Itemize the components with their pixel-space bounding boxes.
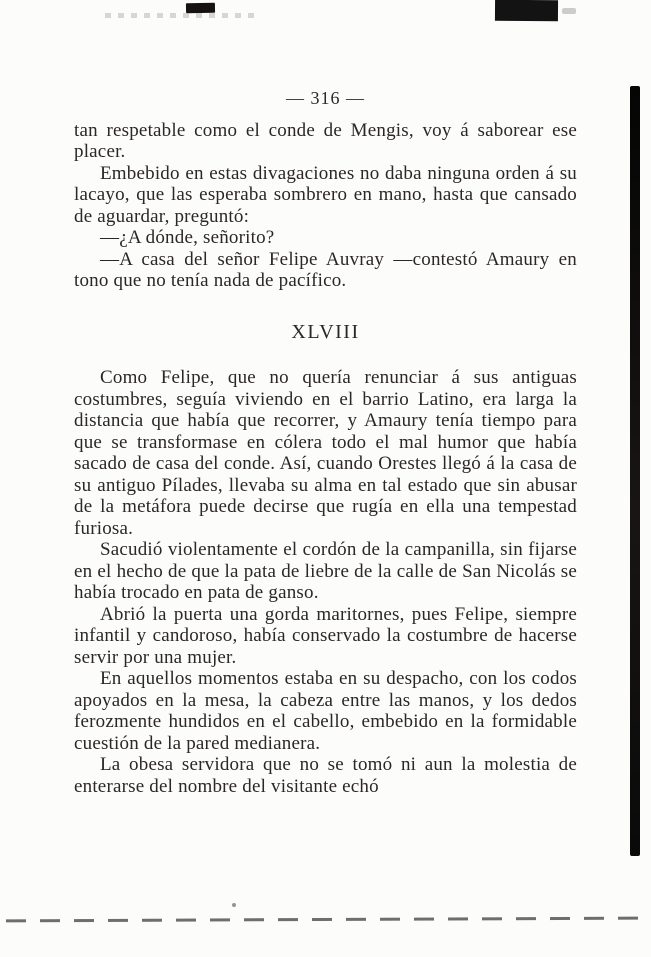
dialogue-line: —¿A dónde, señorito? bbox=[100, 227, 275, 248]
scan-artifact-bottom-dashed-line bbox=[6, 917, 645, 923]
paragraph: Abrió la puerta una gorda maritornes, pues Felipe, siempre infantil y candoroso, había conservado la costumbre de hacerse servir por una mujer. bbox=[74, 603, 577, 668]
scan-artifact-top-left-mark bbox=[186, 3, 215, 14]
scan-artifact-bottom-dot bbox=[232, 903, 236, 907]
paragraph: Sacudió violentamente el cordón de la campanilla, sin fijarse en el hecho de que la pata de liebre de la calle de San Nicolás se había trocado en pata de ganso. bbox=[74, 539, 577, 603]
scan-artifact-right-edge-strip bbox=[630, 86, 640, 856]
chapter-heading: XLVIII bbox=[291, 320, 360, 343]
paragraph-continuation: tan respetable como el conde de Mengis, voy á saborear ese placer. bbox=[74, 119, 577, 162]
scan-artifact-top-right-block bbox=[495, 0, 558, 21]
paragraph: Como Felipe, que no quería renunciar á sus antiguas costumbres, seguía viviendo en el barrio Latino, era larga la distancia que había que recorrer, y Amaury tenía tiempo para que se transformase en cólera todo el mal humor que había sacado de casa del conde. Así, cuando Orestes llegó á la casa de su antiguo Pílades, llevaba su alma en tal estado que sin abusar de la metáfora puede decirse que rugía en ella una tempestad furiosa. bbox=[74, 367, 577, 539]
paragraph: Embebido en estas divagaciones no daba ninguna orden á su lacayo, que las esperaba sombrero en mano, hasta que cansado de aguardar, preguntó: bbox=[74, 162, 577, 227]
paragraph: La obesa servidora que no se tomó ni aun la molestia de enterarse del nombre del visitante echó bbox=[74, 754, 577, 797]
page-number: — 316 — bbox=[286, 88, 365, 108]
scan-artifact-top-right-smudge bbox=[562, 8, 576, 14]
dialogue-line: —A casa del señor Felipe Auvray —contestó Amaury en tono que no tenía nada de pacífico. bbox=[74, 248, 577, 291]
scan-artifact-top-smudge bbox=[105, 13, 255, 18]
paragraph: En aquellos momentos estaba en su despacho, con los codos apoyados en la mesa, la cabeza entre las manos, y los dedos ferozmente hundidos en el cabello, embebido en la formidable cuestión de la pared medianera. bbox=[74, 668, 577, 754]
text-column bbox=[74, 88, 577, 797]
